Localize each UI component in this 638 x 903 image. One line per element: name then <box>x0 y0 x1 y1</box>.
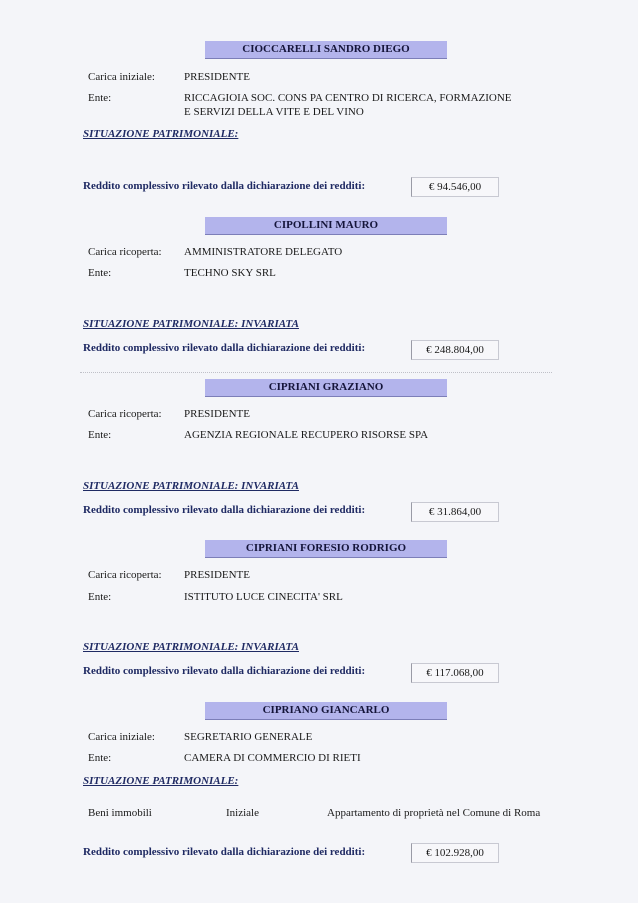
ente-value-line1: RICCAGIOIA SOC. CONS PA CENTRO DI RICERCA, FORMAZIONE <box>184 92 512 104</box>
situation-heading: SITUAZIONE PATRIMONIALE: INVARIATA <box>83 641 299 653</box>
ente-label: Ente: <box>88 92 112 104</box>
role-label: Carica iniziale: <box>88 71 155 83</box>
role-value: PRESIDENTE <box>184 71 250 83</box>
income-value: € 117.068,00 <box>411 663 499 683</box>
income-value: € 31.864,00 <box>411 502 499 522</box>
ente-label: Ente: <box>88 267 112 279</box>
ente-label: Ente: <box>88 429 112 441</box>
role-label: Carica iniziale: <box>88 731 155 743</box>
role-value: PRESIDENTE <box>184 569 250 581</box>
income-value: € 94.546,00 <box>411 177 499 197</box>
role-label: Carica ricoperta: <box>88 246 162 258</box>
income-value: € 102.928,00 <box>411 843 499 863</box>
divider <box>80 372 552 373</box>
situation-heading: SITUAZIONE PATRIMONIALE: <box>83 128 239 140</box>
income-value: € 248.804,00 <box>411 340 499 360</box>
income-label: Reddito complessivo rilevato dalla dichiarazione dei redditi: <box>83 342 366 354</box>
income-label: Reddito complessivo rilevato dalla dichiarazione dei redditi: <box>83 504 366 516</box>
ente-value-line1: AGENZIA REGIONALE RECUPERO RISORSE SPA <box>184 429 429 441</box>
person-name: CIPRIANI FORESIO RODRIGO <box>205 540 447 558</box>
role-value: AMMINISTRATORE DELEGATO <box>184 246 343 258</box>
situation-heading: SITUAZIONE PATRIMONIALE: INVARIATA <box>83 480 299 492</box>
income-label: Reddito complessivo rilevato dalla dichiarazione dei redditi: <box>83 665 366 677</box>
person-name: CIPOLLINI MAURO <box>205 217 447 235</box>
asset-type: Beni immobili <box>88 807 152 819</box>
situation-heading: SITUAZIONE PATRIMONIALE: INVARIATA <box>83 318 299 330</box>
ente-label: Ente: <box>88 591 112 603</box>
person-name: CIOCCARELLI SANDRO DIEGO <box>205 41 447 59</box>
role-label: Carica ricoperta: <box>88 569 162 581</box>
role-value: PRESIDENTE <box>184 408 250 420</box>
ente-label: Ente: <box>88 752 112 764</box>
person-name: CIPRIANO GIANCARLO <box>205 702 447 720</box>
role-value: SEGRETARIO GENERALE <box>184 731 313 743</box>
person-name: CIPRIANI GRAZIANO <box>205 379 447 397</box>
ente-value-line1: TECHNO SKY SRL <box>184 267 276 279</box>
ente-value-line1: ISTITUTO LUCE CINECITA' SRL <box>184 591 343 603</box>
role-label: Carica ricoperta: <box>88 408 162 420</box>
ente-value-line2: E SERVIZI DELLA VITE E DEL VINO <box>184 106 364 118</box>
ente-value-line1: CAMERA DI COMMERCIO DI RIETI <box>184 752 361 764</box>
situation-heading: SITUAZIONE PATRIMONIALE: <box>83 775 239 787</box>
income-label: Reddito complessivo rilevato dalla dichiarazione dei redditi: <box>83 180 366 192</box>
income-label: Reddito complessivo rilevato dalla dichiarazione dei redditi: <box>83 846 366 858</box>
asset-description: Appartamento di proprietà nel Comune di Roma <box>327 807 541 819</box>
asset-status: Iniziale <box>226 807 259 819</box>
